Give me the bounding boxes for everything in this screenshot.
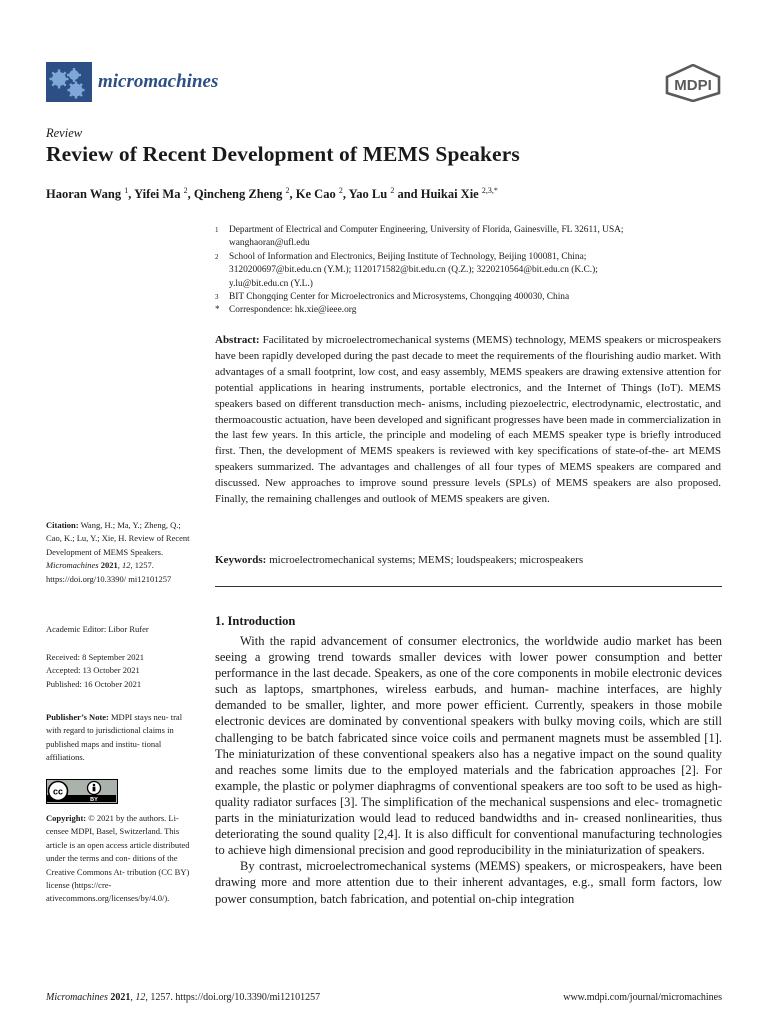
- cc-by-license-badge[interactable]: [46, 779, 118, 804]
- footer-journal: Micromachines: [46, 992, 108, 1003]
- body-paragraph: With the rapid advancement of consumer electronics, the worldwide audio market has been seeing a growing trend towards smaller devices with lower power consumption and better performance in the last decade. Speakers, as one of the core components in mobile electronic devices such as laptops, smartphones, wireless earbuds, and human- machine interfaces, are highly demanded to be smaller, lighter, and more power efficient. Currently, speakers in those mobile electronic devices are dominated by conventional speakers with bulky moving coils, which are still challenging to be batch fabricated since voice coils and permanent magnets must be assembled [1]. The miniaturization of these conventional speakers also has a negative impact on the sound quality and reaches some limits due to the employed materials and the fabrication approaches [2]. For example, the plastic or polymer diaphragms of conventional speakers are too soft to be used as high- quality radiator surfaces [3]. The simplification of the mechanical suspensions and elec- tromagnetic parts in the miniaturization would lead to reduced bandwidths and in- creased nonlinearities, thus deteriorating the sound quality [2,4]. It is also difficult for conventional manufacturing technologies to achieve high dimensional precision and good reproducibility in the miniaturization of speakers.: [215, 634, 722, 858]
- affiliation-text: School of Information and Electronics, Beijing Institute of Technology, Beijing 100081, China;: [229, 251, 587, 262]
- author-name: Ke Cao: [295, 187, 336, 202]
- publisher-note-label: Publisher’s Note:: [46, 712, 109, 722]
- author-name: Yifei Ma: [134, 187, 181, 202]
- accepted-date: Accepted: 13 October 2021: [46, 665, 140, 676]
- mdpi-hexagon-icon: [664, 64, 722, 102]
- journal-name: micromachines: [98, 71, 219, 92]
- footer-year: 2021: [110, 992, 131, 1003]
- journal-logo[interactable]: [46, 62, 218, 102]
- author-name: Huikai Xie: [420, 187, 479, 202]
- affiliation-marker: 2,3,*: [481, 186, 498, 195]
- keywords-label: Keywords:: [215, 554, 267, 566]
- footer-journal-url[interactable]: www.mdpi.com/journal/micromachines: [563, 992, 722, 1003]
- citation-text: Wang, H.; Ma, Y.; Zheng, Q.; Cao, K.; Lu, Y.; Xie, H. Review of Recent Development of MEMS Speakers.: [46, 520, 190, 557]
- citation-volume: 12: [121, 560, 131, 571]
- affiliation-marker: [215, 264, 229, 277]
- creative-commons-icon: [47, 780, 116, 802]
- introduction-body: [215, 633, 722, 907]
- copyright-text: © 2021 by the authors. Li- censee MDPI, Basel, Switzerland. This article is an open access article distributed under the terms and con- ditions of the Creative Commons At- tribution (CC BY) license (https://cre- ativecommons.org/licenses/by/4.0/).: [46, 813, 190, 904]
- abstract-label: Abstract:: [215, 334, 260, 346]
- affiliation-line: [215, 224, 725, 237]
- affiliation-text: wanghaoran@ufl.edu: [229, 238, 310, 249]
- footer-volume: 12: [135, 992, 146, 1003]
- keywords: [215, 553, 721, 568]
- received-date: Received: 8 September 2021: [46, 652, 144, 662]
- affiliations: [215, 224, 725, 318]
- affiliation-marker: 2: [183, 186, 188, 195]
- affiliation-line: [215, 291, 725, 304]
- affiliation-marker: 3: [215, 293, 219, 302]
- affiliation-marker: 2: [338, 186, 343, 195]
- affiliation-line: [215, 237, 725, 250]
- affiliation-marker: 2: [390, 186, 395, 195]
- abstract: [215, 333, 721, 508]
- affiliation-line: [215, 264, 725, 277]
- affiliation-text: y.lu@bit.edu.cn (Y.L.): [229, 278, 313, 289]
- affiliation-marker: 2: [285, 186, 290, 195]
- affiliation-marker: [215, 237, 229, 250]
- affiliation-line: [215, 304, 725, 317]
- copyright: [46, 812, 196, 906]
- copyright-label: Copyright:: [46, 813, 87, 823]
- published-date: Published: 16 October 2021: [46, 678, 142, 689]
- citation-label: Citation:: [46, 520, 79, 530]
- section-heading: 1. Introduction: [215, 614, 296, 628]
- gears-icon: [46, 62, 92, 102]
- keywords-text: microelectromechanical systems; MEMS; loudspeakers; microspeakers: [269, 554, 584, 566]
- affiliation-line: [215, 278, 725, 291]
- dates: [46, 651, 196, 691]
- author-list: Haoran Wang $^1$, Yifei Ma $^2$, Qincheng Zheng $^2$, Ke Cao $^2$, Yao Lu $^2$ and Huikai Xie $^{2,3,*}$: [46, 186, 498, 202]
- publisher-name: MDPI: [674, 77, 712, 94]
- license-badge-label: BY: [90, 797, 98, 802]
- svg-text:cc: cc: [52, 786, 64, 797]
- footer-citation: Micromachines 2021, 12, 1257. https://doi.org/10.3390/mi12101257: [46, 992, 321, 1003]
- affiliation-text: BIT Chongqing Center for Microelectronics and Microsystems, Chongqing 400030, China: [229, 292, 570, 303]
- section-divider: [215, 586, 722, 587]
- citation-doi[interactable]: , 1257. https://doi.org/10.3390/ mi12101257: [46, 560, 172, 584]
- affiliation-text: Correspondence: hk.xie@ieee.org: [229, 305, 357, 316]
- citation-block: Citation: Wang, H.; Ma, Y.; Zheng, Q.; Cao, K.; Lu, Y.; Xie, H. Review of Recent Development of MEMS Speakers. Micromachines 2021, 12, 1257. https://doi.org/10.3390/ mi12101257: [46, 520, 190, 584]
- affiliation-text: 3120200697@bit.edu.cn (Y.M.); 1120171582@bit.edu.cn (Q.Z.); 3220210564@bit.edu.cn (K.C.);: [229, 265, 598, 276]
- citation-journal: Micromachines: [46, 560, 99, 571]
- affiliation-marker: 2: [215, 252, 219, 261]
- affiliation-text: Department of Electrical and Computer Engineering, University of Florida, Gainesville, FL 32611, USA;: [229, 225, 624, 235]
- publisher-note: [46, 711, 196, 765]
- footer-doi[interactable]: , 1257. https://doi.org/10.3390/mi12101257: [145, 992, 321, 1003]
- author-name: Qincheng Zheng: [193, 187, 283, 202]
- mdpi-logo[interactable]: [664, 64, 722, 107]
- affiliation-marker: 1: [124, 186, 129, 195]
- author-name: Haoran Wang: [46, 187, 122, 202]
- publisher-note-text: MDPI stays neu- tral with regard to jurisdictional claims in published maps and institu- tional affiliations.: [46, 712, 183, 763]
- affiliation-marker: *: [215, 305, 220, 316]
- citation-year: 2021: [100, 560, 118, 571]
- article-type: Review: [46, 126, 83, 140]
- body-paragraph: By contrast, microelectromechanical systems (MEMS) speakers, or microspeakers, have been drawing more and more attention due to their inherent advantages, e.g., small form factors, low power consumption, batch fabrication, and potential on-chip integration: [215, 859, 722, 906]
- article-title: Review of Recent Development of MEMS Speakers: [46, 142, 520, 166]
- author-name: Yao Lu: [348, 187, 388, 202]
- affiliation-marker: [215, 278, 229, 291]
- affiliation-marker: 1: [215, 226, 219, 234]
- abstract-text: Facilitated by microelectromechanical systems (MEMS) technology, MEMS speakers or microspeakers have been rapidly developed during the past decade to meet the requirements of the flourishing audio market. With advantages of a small footprint, low cost, and easy assembly, MEMS speakers are drawing extensive attention for potential applications in hearing instruments, portable electronics, and the Internet of Things (IoT). MEMS speakers based on different transduction mech- anisms, including piezoelectric, electrodynamic, electrostatic, and thermoacoustic actuation, have been developed and significant progresses have been made in commercialization in the last few years. In this article, the principle and modeling of each MEMS speaker type is briefly introduced first. Then, the development of MEMS speakers is reviewed with key specifications of state-of-the- art MEMS speakers summarized. The advantages and challenges of all four types of MEMS speakers are compared and discussed. New approaches to improve sound pressure levels (SPLs) of MEMS speakers are also proposed. Finally, the remaining challenges and outlook of MEMS speakers are given.: [215, 334, 722, 506]
- academic-editor: Academic Editor: Libor Rufer: [46, 624, 149, 634]
- affiliation-line: [215, 251, 725, 264]
